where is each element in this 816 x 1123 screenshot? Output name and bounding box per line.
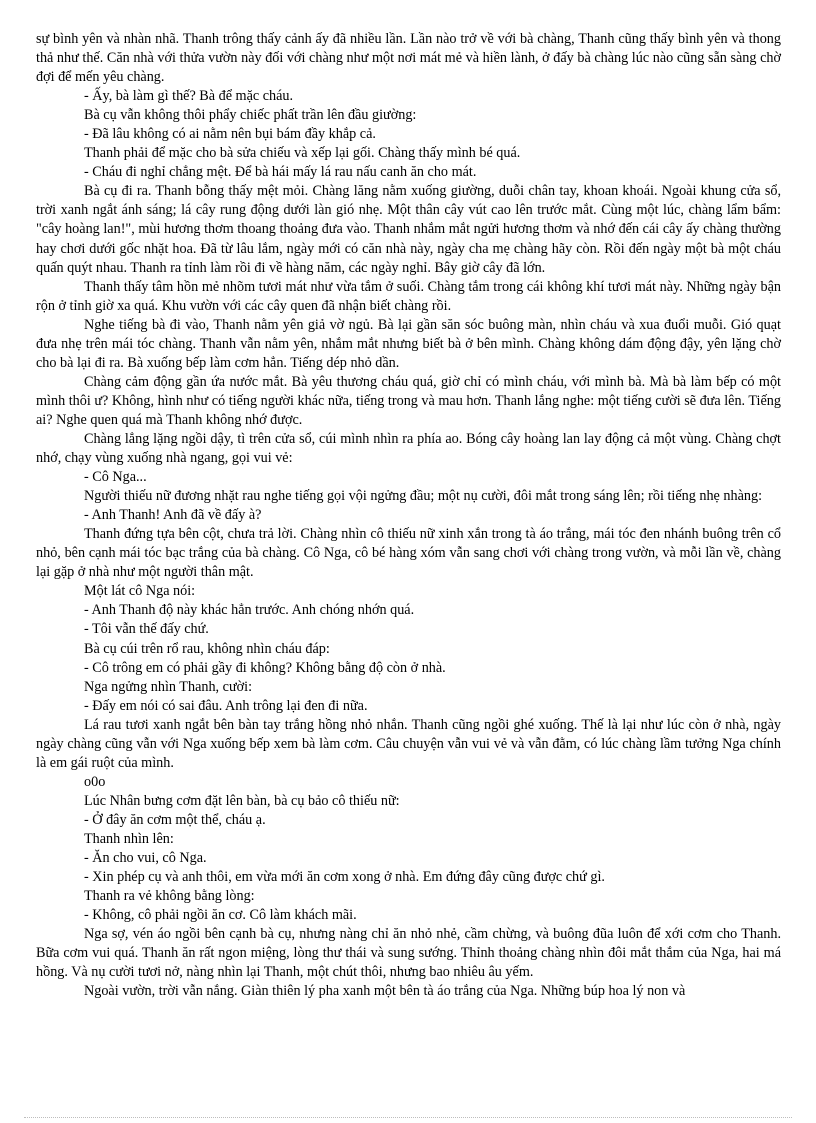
- paragraph: Nghe tiếng bà đi vào, Thanh nằm yên giả vờ ngủ. Bà lại gần săn sóc buông màn, nhìn cháu và xua đuổi muỗi. Gió quạt đưa nhẹ trên mái tóc chàng. Thanh vẫn nằm yên, nhắm mắt nhưng biết bà ở bên mình. Chàng không dám động đậy, yên lặng chờ cho bà lại đi ra. Bà xuống bếp làm cơm hẳn. Tiếng dép nhỏ dần.: [36, 316, 781, 371]
- paragraph: Lá rau tươi xanh ngắt bên bàn tay trắng hồng nhỏ nhắn. Thanh cũng ngồi ghé xuống. Thế là lại như lúc còn ở nhà, ngày ngày chàng cũng vẫn với Nga xuống bếp xem bà làm cơm. Câu chuyện vẫn vui vẻ và vẫn đằm, có lúc chàng lầm tưởng Nga chính là em gái ruột của mình.: [36, 716, 781, 771]
- paragraph: o0o: [84, 773, 106, 790]
- paragraph: Nga sợ, vén áo ngồi bên cạnh bà cụ, nhưng nàng chỉ ăn nhỏ nhẻ, cầm chừng, và buông đũa luôn để xới cơm cho Thanh. Bữa cơm vui quá. Thanh ăn rất ngon miệng, lòng thư thái và sung sướng. Thỉnh thoảng chàng nhìn đôi mắt thắm của Nga, hai má hồng. Và nụ cười tươi nở, nàng nhìn lại Thanh, một chút thôi, nhưng bao nhiêu âu yếm.: [36, 926, 781, 981]
- document-page: [36, 30, 781, 1001]
- paragraph: - Ở đây ăn cơm một thể, cháu ạ.: [84, 811, 266, 828]
- paragraph: Bà cụ cúi trên rổ rau, không nhìn cháu đáp:: [84, 640, 330, 657]
- paragraph: Thanh phải để mặc cho bà sửa chiếu và xếp lại gối. Chàng thấy mình bé quá.: [84, 145, 521, 162]
- paragraph: Người thiếu nữ đương nhặt rau nghe tiếng gọi vội ngửng đầu; một nụ cười, đôi mắt trong sáng lên; rồi tiếng nhẹ nhàng:: [84, 488, 763, 505]
- paragraph: Nga ngửng nhìn Thanh, cười:: [84, 678, 253, 695]
- paragraph: Lúc Nhân bưng cơm đặt lên bàn, bà cụ bảo cô thiếu nữ:: [84, 792, 400, 809]
- paragraph: - Anh Thanh độ này khác hẳn trước. Anh chóng nhớn quá.: [84, 602, 415, 619]
- paragraph: Một lát cô Nga nói:: [84, 583, 196, 600]
- paragraph: Thanh ra vẻ không bằng lòng:: [84, 888, 255, 905]
- paragraph: Ngoài vườn, trời vẫn nắng. Giàn thiên lý pha xanh một bên tà áo trắng của Nga. Những búp hoa lý non và: [84, 983, 686, 1000]
- paragraph: - Ấy, bà làm gì thế? Bà để mặc cháu.: [84, 88, 294, 105]
- paragraph: - Đấy em nói có sai đâu. Anh trông lại đen đi nữa.: [84, 697, 368, 714]
- paragraph: - Tôi vẫn thế đấy chứ.: [84, 621, 209, 638]
- paragraph: - Cô Nga...: [84, 469, 147, 486]
- paragraph: - Cô trông em có phải gầy đi không? Không bằng độ còn ở nhà.: [84, 659, 446, 676]
- paragraph: Bà cụ vẫn không thôi phẩy chiếc phất trần lên đầu giường:: [84, 107, 417, 124]
- paragraph: - Cháu đi nghỉ chẳng mệt. Để bà hái mấy lá rau nấu canh ăn cho mát.: [84, 164, 477, 181]
- paragraph: - Anh Thanh! Anh đã về đấy à?: [84, 507, 262, 524]
- paragraph: - Ăn cho vui, cô Nga.: [84, 850, 207, 867]
- paragraph: - Xin phép cụ và anh thôi, em vừa mới ăn cơm xong ở nhà. Em đứng đây cũng được chứ gì.: [84, 869, 605, 886]
- paragraph: Bà cụ đi ra. Thanh bỗng thấy mệt mỏi. Chàng lăng nằm xuống giường, duỗi chân tay, khoan khoái. Ngoài khung cửa sổ, trời xanh ngắt ánh sáng; lá cây rung động dưới làn gió nhẹ. Một thân cây vút cao lên trước mắt. Cùng một lúc, chàng lẩm bẩm: "cây hoàng lan!", mùi hương thơm thoang thoảng đưa vào. Thanh nhắm mắt ngửi hương thơm và nhớ đến cái cây ấy chàng thường hay chơi dưới gốc nhặt hoa. Đã từ lâu lắm, ngày mới có căn nhà này, ngày cha mẹ chàng hãy còn. Rồi đến ngày một bà một cháu quấn quýt nhau. Thanh ra tỉnh làm rồi đi về hàng năm, các ngày nghỉ. Bây giờ cây đã lớn.: [36, 183, 781, 276]
- paragraph: - Đã lâu không có ai nằm nên bụi bám đầy khắp cả.: [84, 126, 376, 143]
- paragraph: Thanh đứng tựa bên cột, chưa trả lời. Chàng nhìn cô thiếu nữ xinh xắn trong tà áo trắng, mái tóc đen nhánh buông trên cổ nhỏ, bên cạnh mái tóc bạc trắng của bà chàng. Cô Nga, cô bé hàng xóm vẫn sang chơi với chàng trong vườn, và mỗi lần về, chàng lại gặp ở nhà như một người thân mật.: [36, 526, 781, 581]
- page-bottom-divider: [24, 1117, 792, 1118]
- paragraph: - Không, cô phải ngồi ăn cơ. Cô làm khách mãi.: [84, 907, 357, 924]
- paragraph: Thanh thấy tâm hồn mẻ nhõm tươi mát như vừa tắm ở suối. Chàng tắm trong cái không khí tươi mát này. Những ngày bận rộn ở tỉnh giờ xa quá. Khu vườn với các cây quen đã nhận biết chàng rồi.: [36, 278, 781, 314]
- paragraph: Chàng cảm động gần ứa nước mắt. Bà yêu thương cháu quá, giờ chỉ có mình cháu, với mình bà. Mà bà làm bếp có một mình thôi ư? Không, hình như có tiếng người khác nữa, tiếng trong và mau hơn. Thanh lắng nghe: một tiếng cười sẽ đưa lên. Tiếng ai? Nghe quen quá mà Thanh không nhớ được.: [36, 373, 781, 428]
- paragraph: Thanh nhìn lên:: [84, 830, 174, 847]
- paragraph: sự bình yên và nhàn nhã. Thanh trông thấy cảnh ấy đã nhiều lần. Lần nào trở về với bà chàng, Thanh cũng thấy bình yên và thong thả như thế. Căn nhà với thửa vườn này đối với chàng như một nơi mát mẻ và hiền lành, ở đấy bà chàng lúc nào cũng sẵn sàng chờ đợi để mến yêu chàng.: [36, 31, 781, 86]
- paragraph: Chàng lẳng lặng ngồi dậy, tì trên cửa sổ, cúi mình nhìn ra phía ao. Bóng cây hoàng lan lay động cả một vùng. Chàng chợt nhớ, chạy vùng xuống nhà ngang, gọi vui vẻ:: [36, 430, 781, 467]
